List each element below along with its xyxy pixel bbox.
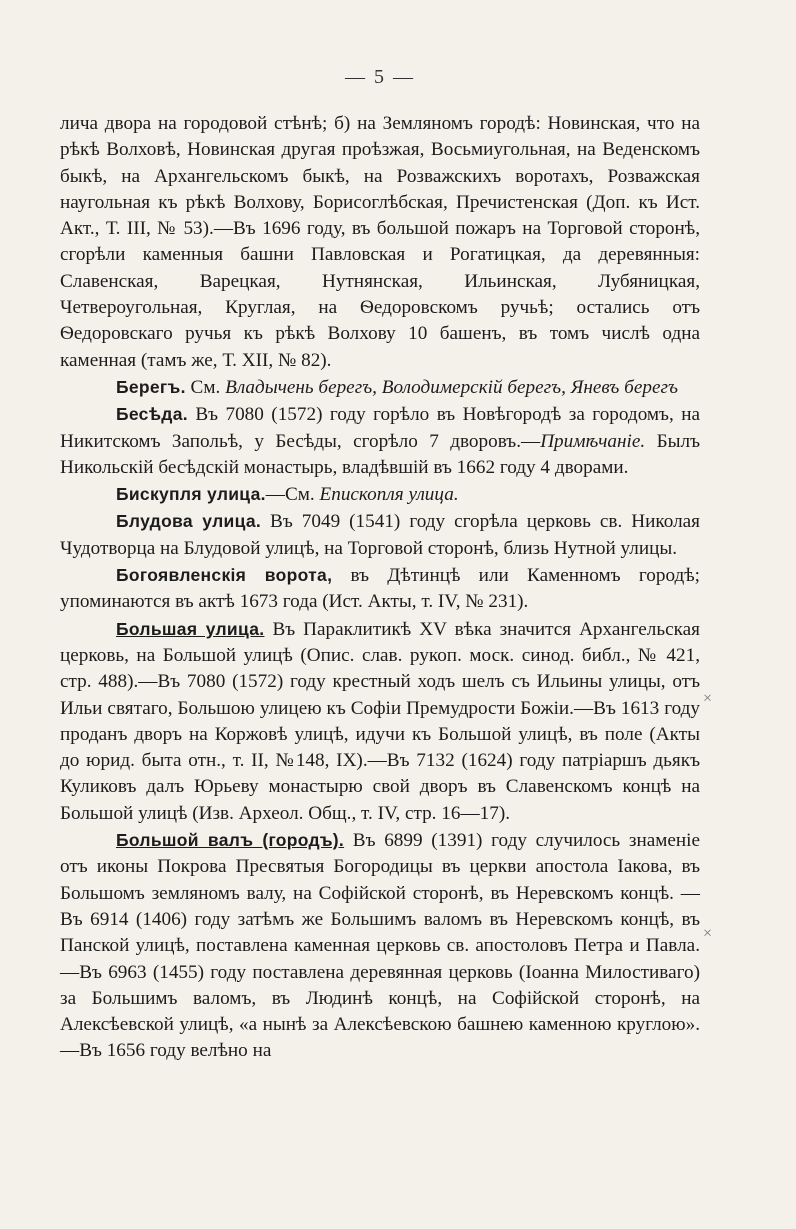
entry-reference: Примѣчаніе. [540,430,646,452]
entry-text: См. [185,376,226,398]
margin-mark: × [702,690,712,707]
entry-term: Богоявленскія ворота, [116,565,333,586]
intro-paragraph: лича двора на городовой стѣнѣ; б) на Земляномъ городѣ: Новинская, что на рѣкѣ Волховѣ, Новинская другая проѣзжая, Восьмиугольная, на Веденскомъ быкѣ, на Архангельскомъ быкѣ, на Розважскихъ воротахъ, Розважская наугольная къ рѣкѣ Волхову, Борисоглѣбская, Пречистенская (Доп. къ Ист. Акт., Т. III, № 53).—Въ 1696 году, въ большой пожаръ на Торговой сторонѣ, сгорѣли каменныя башни Павловская и Рогатицкая, да деревянныя: Славенская, Варецкая, Нутнянская, Ильинская, Лубяницкая, Четвероугольная, Круглая, на Ѳедоровскомъ ручьѣ; остались отъ Ѳедоровскаго ручья къ рѣкѣ Волхову 10 башенъ, въ томъ числѣ одна каменная (тамъ же, Т. XII, № 82). [60,113,700,371]
entry-bludova-ulitsa [60,508,700,562]
entry-beseda [60,401,700,481]
entry-term: Бесѣда. [116,404,188,425]
entry-bereg [60,374,700,401]
entry-text: —См. [265,484,320,506]
margin-mark: × [702,925,712,942]
entry-text: въ Дѣтинцѣ или Каменномъ городѣ; упоминаются въ актѣ 1673 года (Ист. Акты, т. IV, № 231). [60,565,701,613]
document-page [60,66,700,1065]
entry-text: Въ 6899 (1391) году случилось знаменіе отъ иконы Покрова Пресвятыя Богородицы въ церкви апостола Іакова, въ Большомъ земляномъ валу, на Софійской сторонѣ, въ Неревскомъ концѣ. — Въ 6914 (1406) году затѣмъ же Большимъ валомъ въ Неревскомъ концѣ, въ Панской улицѣ, поставлена каменная церковь св. апостоловъ Петра и Павла.—Въ 6963 (1455) году поставлена деревянная церковь (Іоанна Милостиваго) за Большимъ валомъ, въ Людинѣ концѣ, на Софійской сторонѣ, на Алексѣевской улицѣ, «а нынѣ за Алексѣевскою башнею каменною круглою».—Въ 1656 году велѣно на [60,830,701,1062]
entry-text: Въ Параклитикѣ XV вѣка значится Архангельская церковь, на Большой улицѣ (Опис. слав. рукоп. моск. синод. библ., № 421, стр. 488).—Въ 7080 (1572) году крестный ходъ шелъ съ Ильины улицы, отъ Ильи святаго, Большою улицею къ Софіи Премудрости Божіи.—Въ 1613 году проданъ дворъ на Коржовѣ улицѣ, идучи къ Большой улицѣ, въ поле (Акты до юрид. быта отн., т. II, №148, IX).—Въ 7132 (1624) году патріаршъ дьякъ Куликовъ далъ Юрьеву монастырю свой дворъ въ Славенскомъ концѣ на Большой улицѣ (Изв. Археол. Общ., т. IV, стр. 16—17). [60,618,700,824]
entry-bolshoy-val [60,827,700,1065]
page-number: — 5 — [345,66,415,88]
entry-term: Бискупля улица. [116,484,266,505]
entry-text: Въ 7049 (1541) году сгорѣла церковь св. Николая Чудотворца на Блудовой улицѣ, на Торговой сторонѣ, близь Нутной улицы. [60,511,701,559]
entry-bogoyavlenskiya-vorota [60,562,700,616]
entry-term: Берегъ. [116,376,186,397]
entry-reference: Владычень берегъ, Володимерскій берегъ, Яневъ берегъ [225,376,678,398]
entry-text: Былъ Никольскій бесѣдскій монастырь, владѣвшій въ 1662 году 4 дворами. [60,430,700,478]
entry-text: Въ 7080 (1572) году горѣло въ Новѣгородѣ за городомъ, на Никитскомъ Запольѣ, у Бесѣды, сгорѣло 7 дворовъ.— [60,404,700,452]
entry-bolshaya-ulitsa [60,616,700,827]
entry-term: Большой валъ (городъ). [116,830,345,851]
entry-term: Большая улица. [116,618,265,639]
entry-biskuplya-ulitsa [60,481,700,508]
entry-reference: Епископля улица. [319,484,459,506]
entry-term: Блудова улица. [116,511,262,532]
